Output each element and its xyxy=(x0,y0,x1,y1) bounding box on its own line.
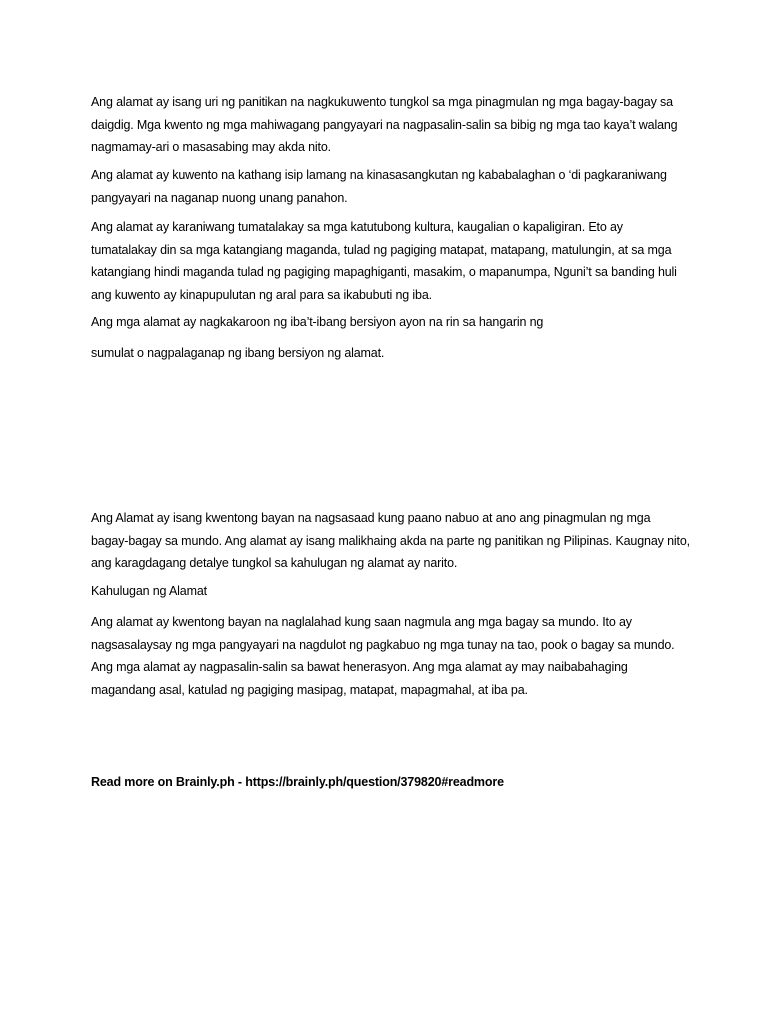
paragraph-alamat-fiction: Ang alamat ay kuwento na kathang isip lamang na kinasasangkutan ng kababalaghan o ‘di pagkaraniwang pangyayari na naganap nuong unang panahon. xyxy=(91,168,667,205)
paragraph-alamat-versions-continued: sumulat o nagpalaganap ng ibang bersiyon ng alamat. xyxy=(91,346,385,360)
paragraph-alamat-kwentong-bayan: Ang Alamat ay isang kwentong bayan na nagsasaad kung paano nabuo at ano ang pinagmulan ng mga bagay-bagay sa mundo. Ang alamat ay isang malikhaing akda na parte ng panitikan ng Pilipinas. Kaugnay nito, ang karagdagang detalye tungkol sa kahulugan ng alamat ay narito. xyxy=(91,511,690,570)
read-more-link[interactable]: Read more on Brainly.ph - https://brainly.ph/question/379820#readmore xyxy=(91,775,504,789)
paragraph-alamat-definition: Ang alamat ay isang uri ng panitikan na nagkukuwento tungkol sa mga pinagmulan ng mga bagay-bagay sa daigdig. Mga kwento ng mga mahiwagang pangyayari na nagpasalin-salin sa bibig ng mga tao kaya’t walang nagmamay-ari o masasabing may akda nito. xyxy=(91,95,678,154)
section-heading-kahulugan: Kahulugan ng Alamat xyxy=(91,584,207,598)
paragraph-alamat-themes: Ang alamat ay karaniwang tumatalakay sa mga katutubong kultura, kaugalian o kapaligiran. Eto ay tumatalakay din sa mga katangiang maganda, tulad ng pagiging matapat, matapang, matulungin, at sa mga katangiang hindi maganda tulad ng pagiging mapaghiganti, masakim, o mapanumpa, Nguni’t sa banding huli ang kuwento ay kinapupulutan ng aral para sa ikabubuti ng iba. xyxy=(91,220,677,302)
paragraph-alamat-versions: Ang mga alamat ay nagkakaroon ng iba’t-ibang bersiyon ayon na rin sa hangarin ng xyxy=(91,315,544,329)
paragraph-kahulugan-body: Ang alamat ay kwentong bayan na naglalahad kung saan nagmula ang mga bagay sa mundo. Ito ay nagsasalaysay ng mga pangyayari na nagdulot ng pagkabuo ng mga tunay na tao, pook o bagay sa mundo. Ang mga alamat ay nagpasalin-salin sa bawat henerasyon. Ang mga alamat ay may naibabahaging magandang asal, katulad ng pagiging masipag, matapat, mapagmahal, at iba pa. xyxy=(91,615,675,697)
